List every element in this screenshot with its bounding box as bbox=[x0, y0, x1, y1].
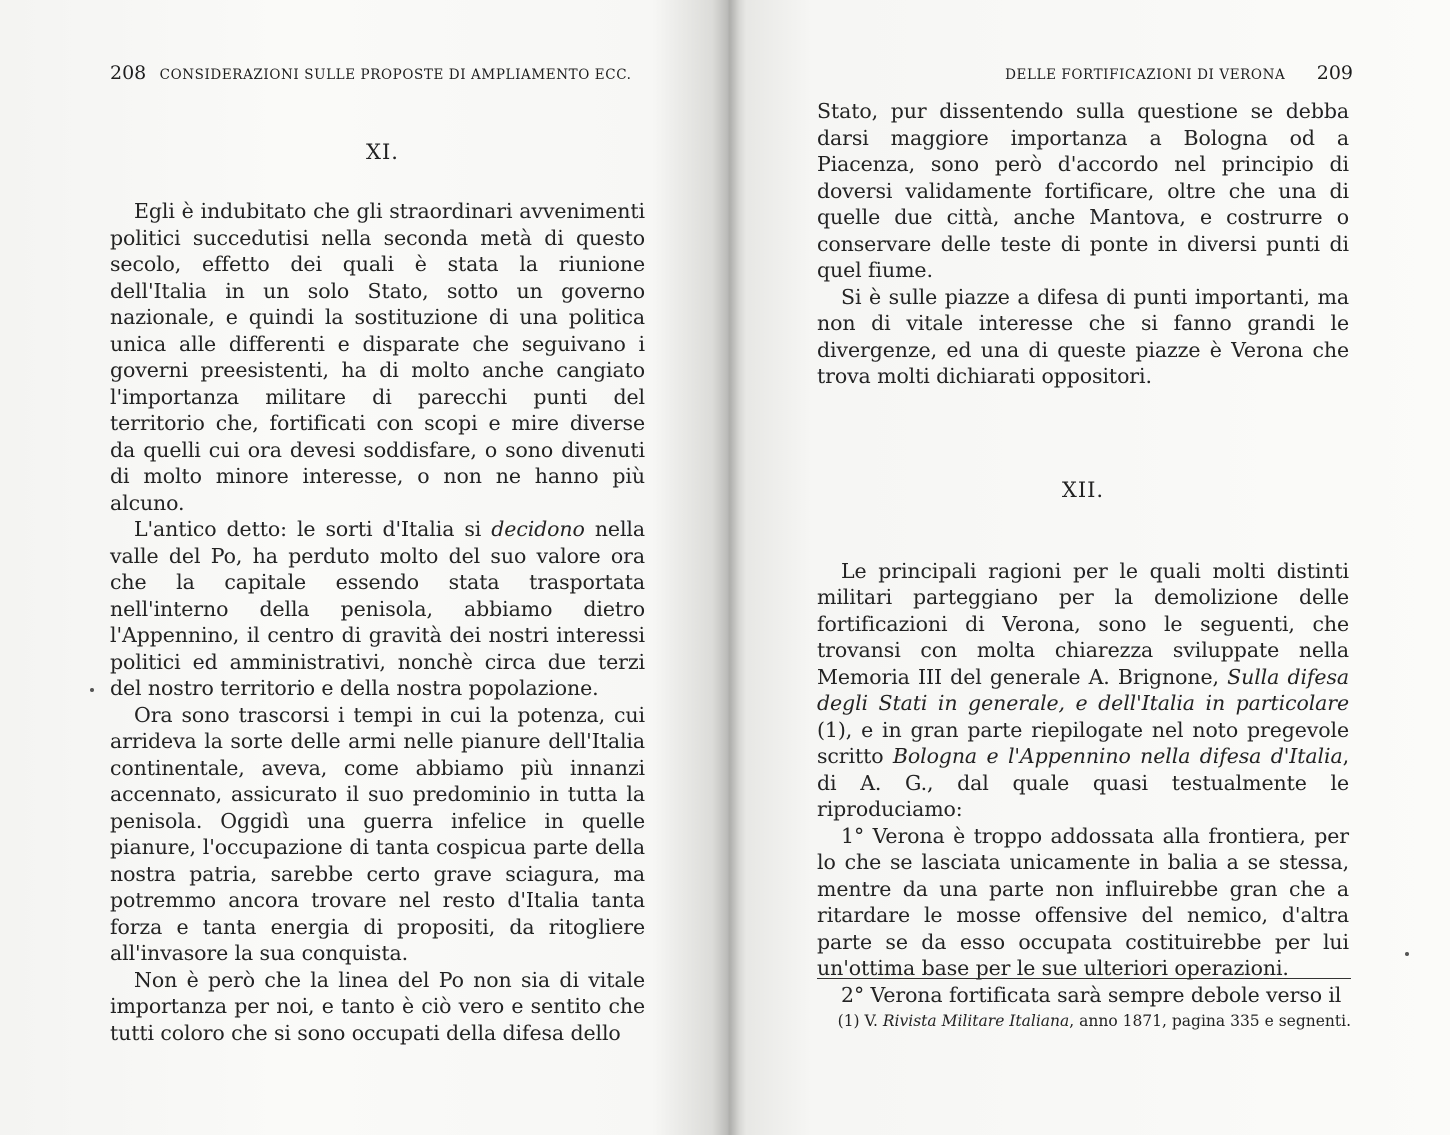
numbered-item: 2° Verona fortificata sarà sempre debole verso il bbox=[841, 982, 1342, 1007]
page-number: 208 bbox=[110, 62, 147, 84]
paragraph: L'antico detto: le sorti d'Italia si decidono nella valle del Po, ha perduto molto del suo valore ora che la capitale essendo stata trasportata nell'interno della penisola, abbiamo dietro l'Appennino, il centro di gravità dei nostri interessi politici ed amministrativi, nonchè circa due terzi del nostro territorio e della nostra popolazione. bbox=[110, 517, 645, 700]
running-header-right bbox=[818, 62, 1353, 84]
paragraph: Non è però che la linea del Po non sia di vitale importanza per noi, e tanto è ciò vero e sentito che tutti coloro che si sono occupati della difesa dello bbox=[110, 967, 645, 1045]
numbered-item: 1° Verona è troppo addossata alla frontiera, per lo che se lasciata unicamente in balia a se stessa, mentre da una parte non influirebbe gran che a ritardare le mosse offensive del nemico, d'altra parte se da esso occupata costituirebbe per lui un'ottima base per le sue ulteriori operazioni. bbox=[817, 823, 1349, 980]
paragraph: Si è sulle piazze a difesa di punti importanti, ma non di vitale interesse che si fanno grandi le divergenze, ed una di queste piazze è Verona che trova molti dichiarati oppositori. bbox=[817, 284, 1349, 388]
ink-speck bbox=[90, 688, 94, 692]
paragraph: Egli è indubitato che gli straordinari avvenimenti politici succedutisi nella seconda metà di questo secolo, effetto dei quali è stata la riunione dell'Italia in un solo Stato, sotto un governo nazionale, e quindi la sostituzione di una politica unica alle differenti e disparate che seguivano i governi preesistenti, ha di molto anche cangiato l'importanza militare di parecchi punti del territorio che, fortificati con scopi e mire diverse da quelli cui ora devesi soddisfare, o sono divenuti di molto minore interesse, o non ne hanno più alcuno. bbox=[110, 199, 645, 515]
footnote-rule bbox=[817, 978, 1351, 979]
section-title: XII. bbox=[1061, 477, 1105, 502]
section-title: XI. bbox=[366, 140, 399, 164]
paragraph: Le principali ragioni per le quali molti distinti militari parteggiano per la demolizione delle fortificazioni di Verona, sono le seguenti, che trovansi con molta chiarezza sviluppate nella Memoria III del generale A. Brignone, Sulla difesa degli Stati in generale, e dell'Italia in particolare (1), e in gran parte riepilogate nel noto pregevole scritto Bologna e l'Appennino nella difesa d'Italia, di A. G., dal quale quasi testualmente le riproduciamo: bbox=[817, 558, 1349, 821]
ink-speck bbox=[1405, 952, 1409, 956]
paragraph: Ora sono trascorsi i tempi in cui la potenza, cui arrideva la sorte delle armi nelle pianure dell'Italia continentale, aveva, come abbiamo più innanzi accennato, assicurato il suo predominio in tutta la penisola. Oggidì una guerra infelice in quelle pianure, l'occupazione di tanta cospicua parte della nostra patria, sarebbe certo grave sciagura, ma potremmo ancora trovare nel resto d'Italia tanta forza e tanta energia di propositi, da ritogliere all'invasore la sua conquista. bbox=[110, 702, 645, 965]
running-head: DELLE FORTIFICAZIONI DI VERONA bbox=[1005, 67, 1286, 83]
running-head: CONSIDERAZIONI SULLE PROPOSTE DI AMPLIAMENTO ECC. bbox=[159, 67, 632, 83]
paragraph: Stato, pur dissentendo sulla questione se debba darsi maggiore importanza a Bologna od a Piacenza, sono però d'accordo nel principio di doversi validamente fortificare, oltre che una di quelle due città, anche Mantova, e costrurre o conservare delle teste di ponte in diversi punti di quel fiume. bbox=[817, 99, 1349, 282]
running-header-left bbox=[110, 62, 645, 84]
footnote: (1) V. Rivista Militare Italiana, anno 1871, pagina 335 e segnenti. bbox=[837, 1012, 1351, 1030]
right-page bbox=[725, 0, 1450, 1135]
text-column-right bbox=[817, 98, 1349, 1008]
page-number: 209 bbox=[1316, 62, 1353, 84]
text-column-left bbox=[110, 140, 645, 1046]
